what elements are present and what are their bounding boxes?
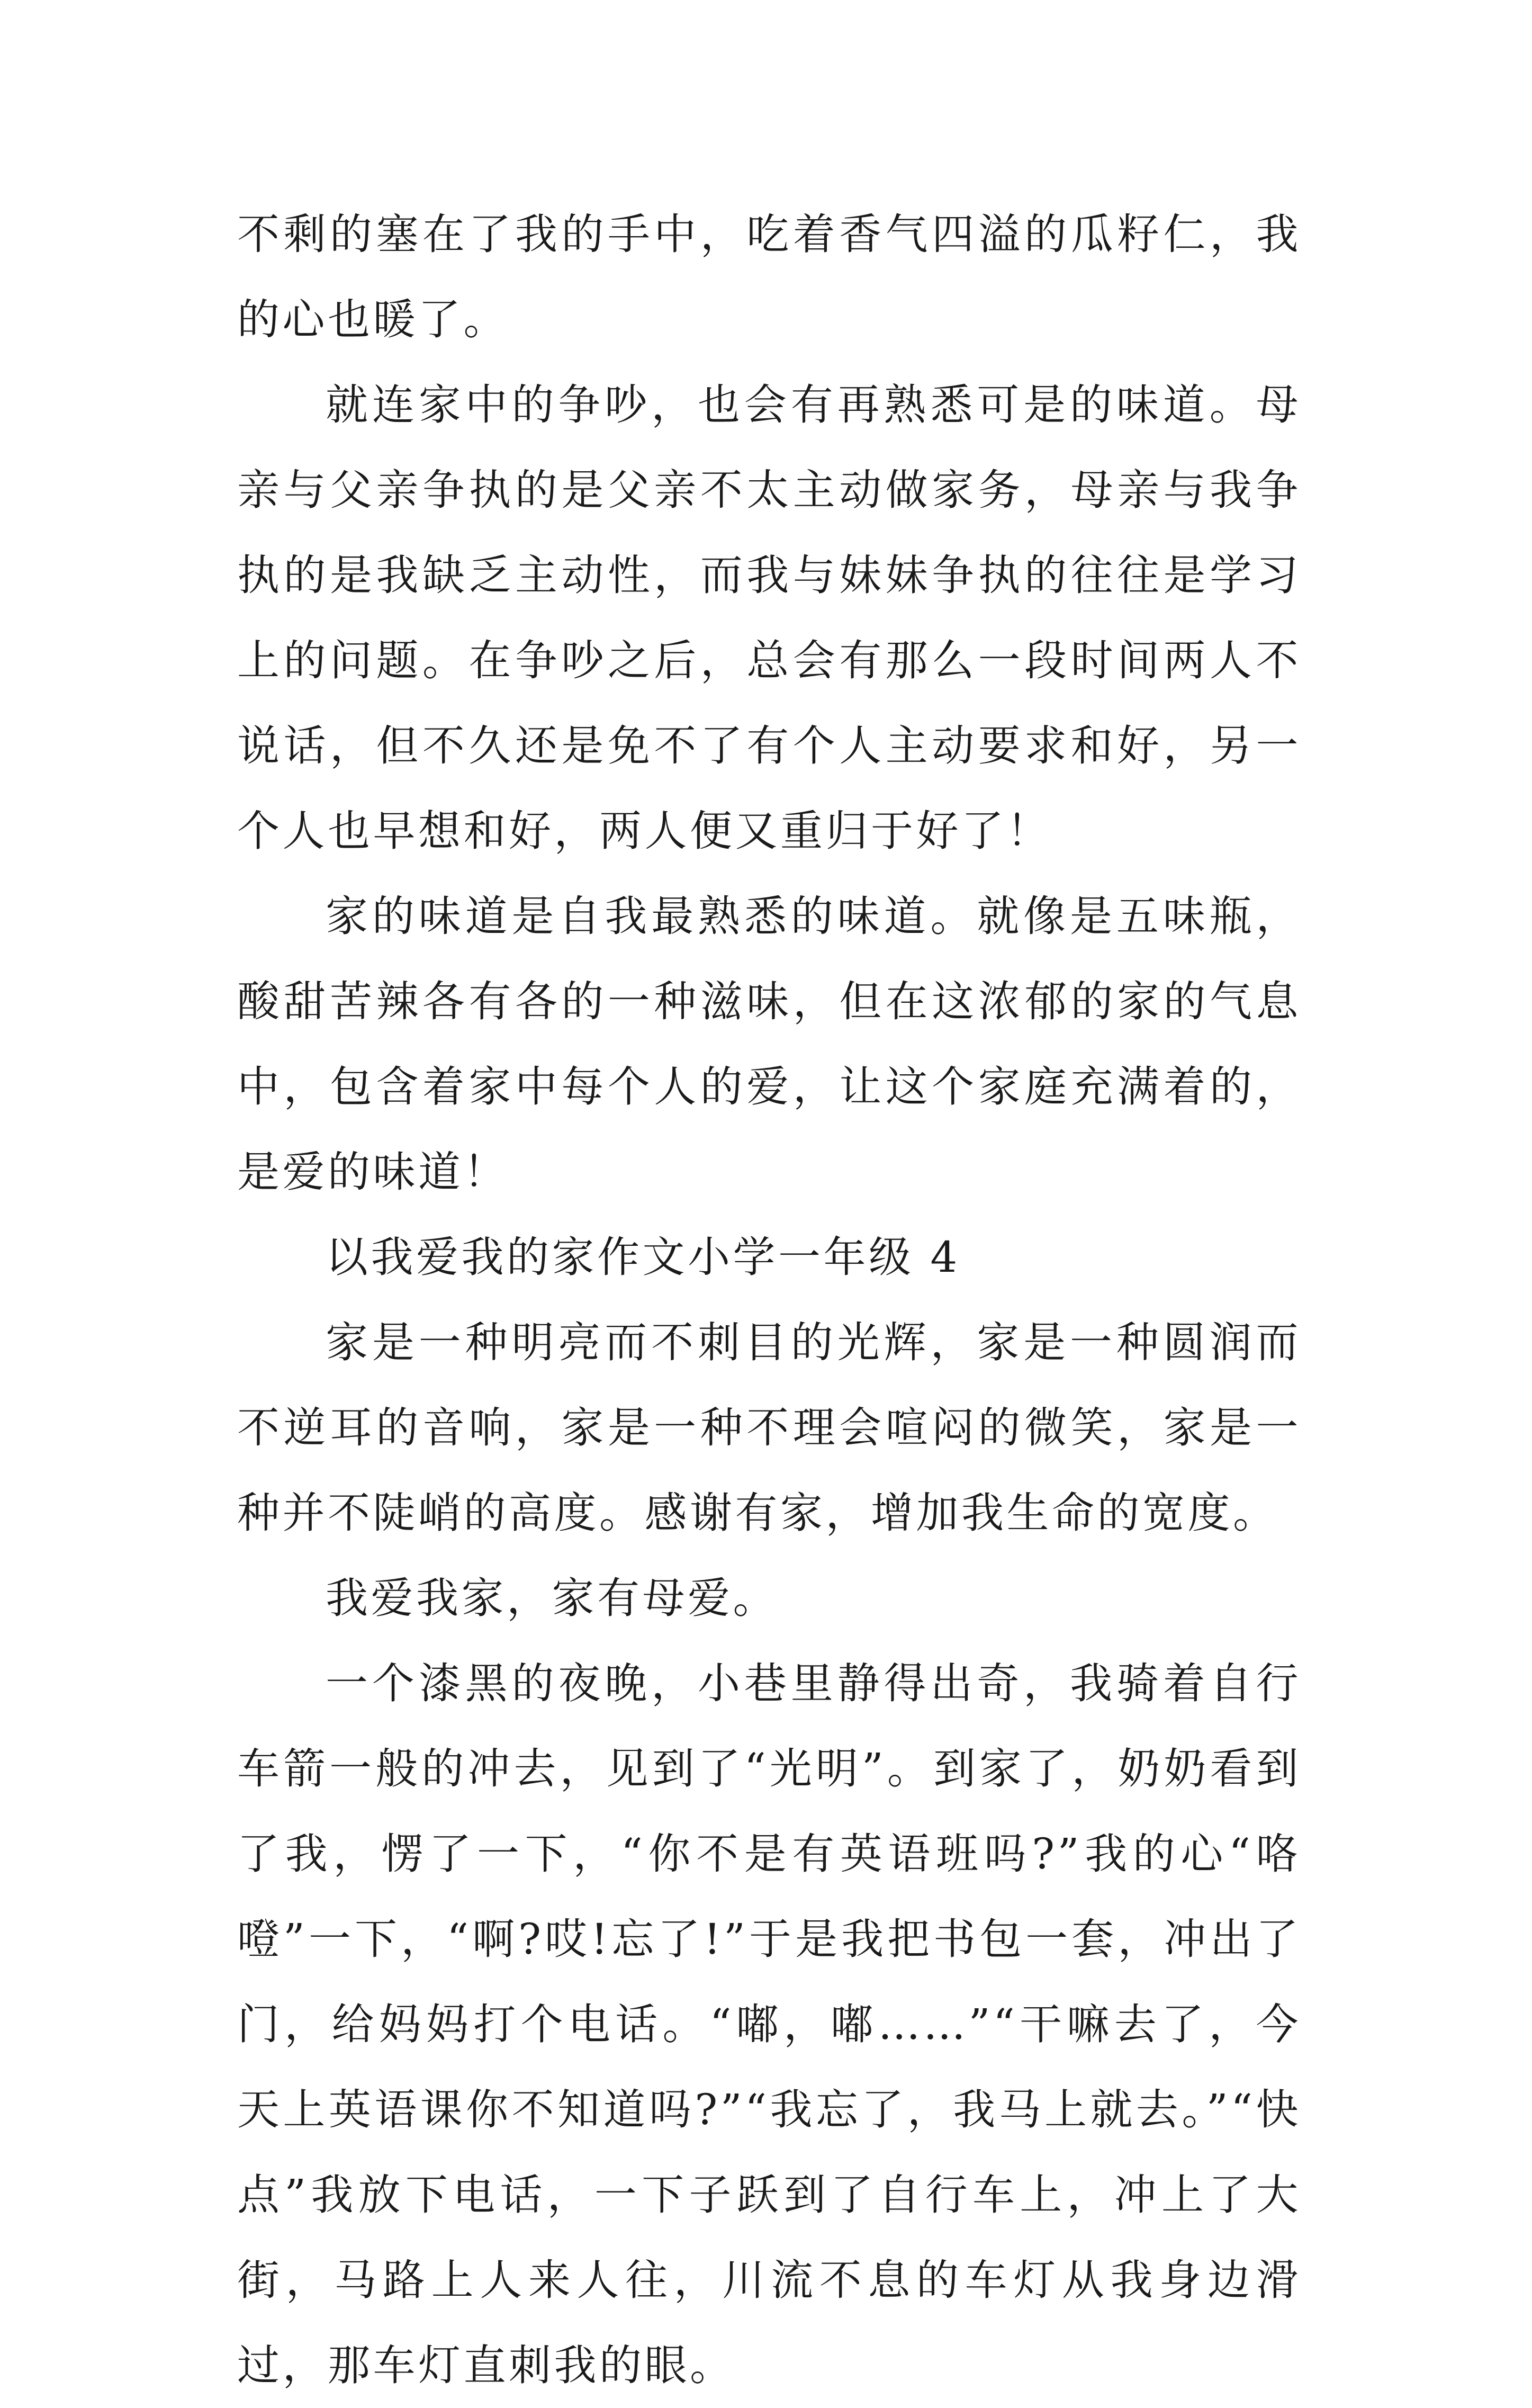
paragraph-taste-of-home: 家的味道是自我最熟悉的味道。就像是五味瓶，酸甜苦辣各有各的一种滋味，但在这浓郁的家的气息中，包含着家中每个人的爱，让这个家庭充满着的，是爱的味道！ (237, 892, 1301, 1197)
article-body (237, 192, 1301, 2408)
essay-heading: 以我爱我的家作文小学一年级 4 (326, 1233, 960, 1282)
paragraph-family-quarrels: 就连家中的争吵，也会有再熟悉可是的味道。母亲与父亲争执的是父亲不太主动做家务，母亲与我争执的是我缺乏主动性，而我与妹妹争执的往往是学习上的问题。在争吵之后，总会有那么一段时间两人不说话，但不久还是免不了有个人主动要求和好，另一个人也早想和好，两人便又重归于好了！ (237, 380, 1301, 856)
paragraph-home-is-light: 家是一种明亮而不刺目的光辉，家是一种圆润而不逆耳的音响，家是一种不理会喧闷的微笑，家是一种并不陡峭的高度。感谢有家，增加我生命的宽度。 (237, 1318, 1301, 1538)
paragraph-mother-love: 我爱我家，家有母爱。 (326, 1574, 778, 1623)
paragraph-dark-night: 一个漆黑的夜晚，小巷里静得出奇，我骑着自行车箭一般的冲去，见到了“光明”。到家了，奶奶看到了我，愣了一下，“你不是有英语班吗?”我的心“咯噔”一下，“啊?哎!忘了!”于是我把书包一套，冲出了门，给妈妈打个电话。“嘟，嘟……”“干嘛去了，今天上英语课你不知道吗?”“我忘了，我马上就去。”“快点”我放下电话，一下子跃到了自行车上，冲上了大街，马路上人来人往，川流不息的车灯从我身边滑过，那车灯直刺我的眼。 (237, 1659, 1301, 2390)
paragraph-continuation: 不剩的塞在了我的手中，吃着香气四溢的瓜籽仁，我的心也暖了。 (237, 210, 1301, 344)
